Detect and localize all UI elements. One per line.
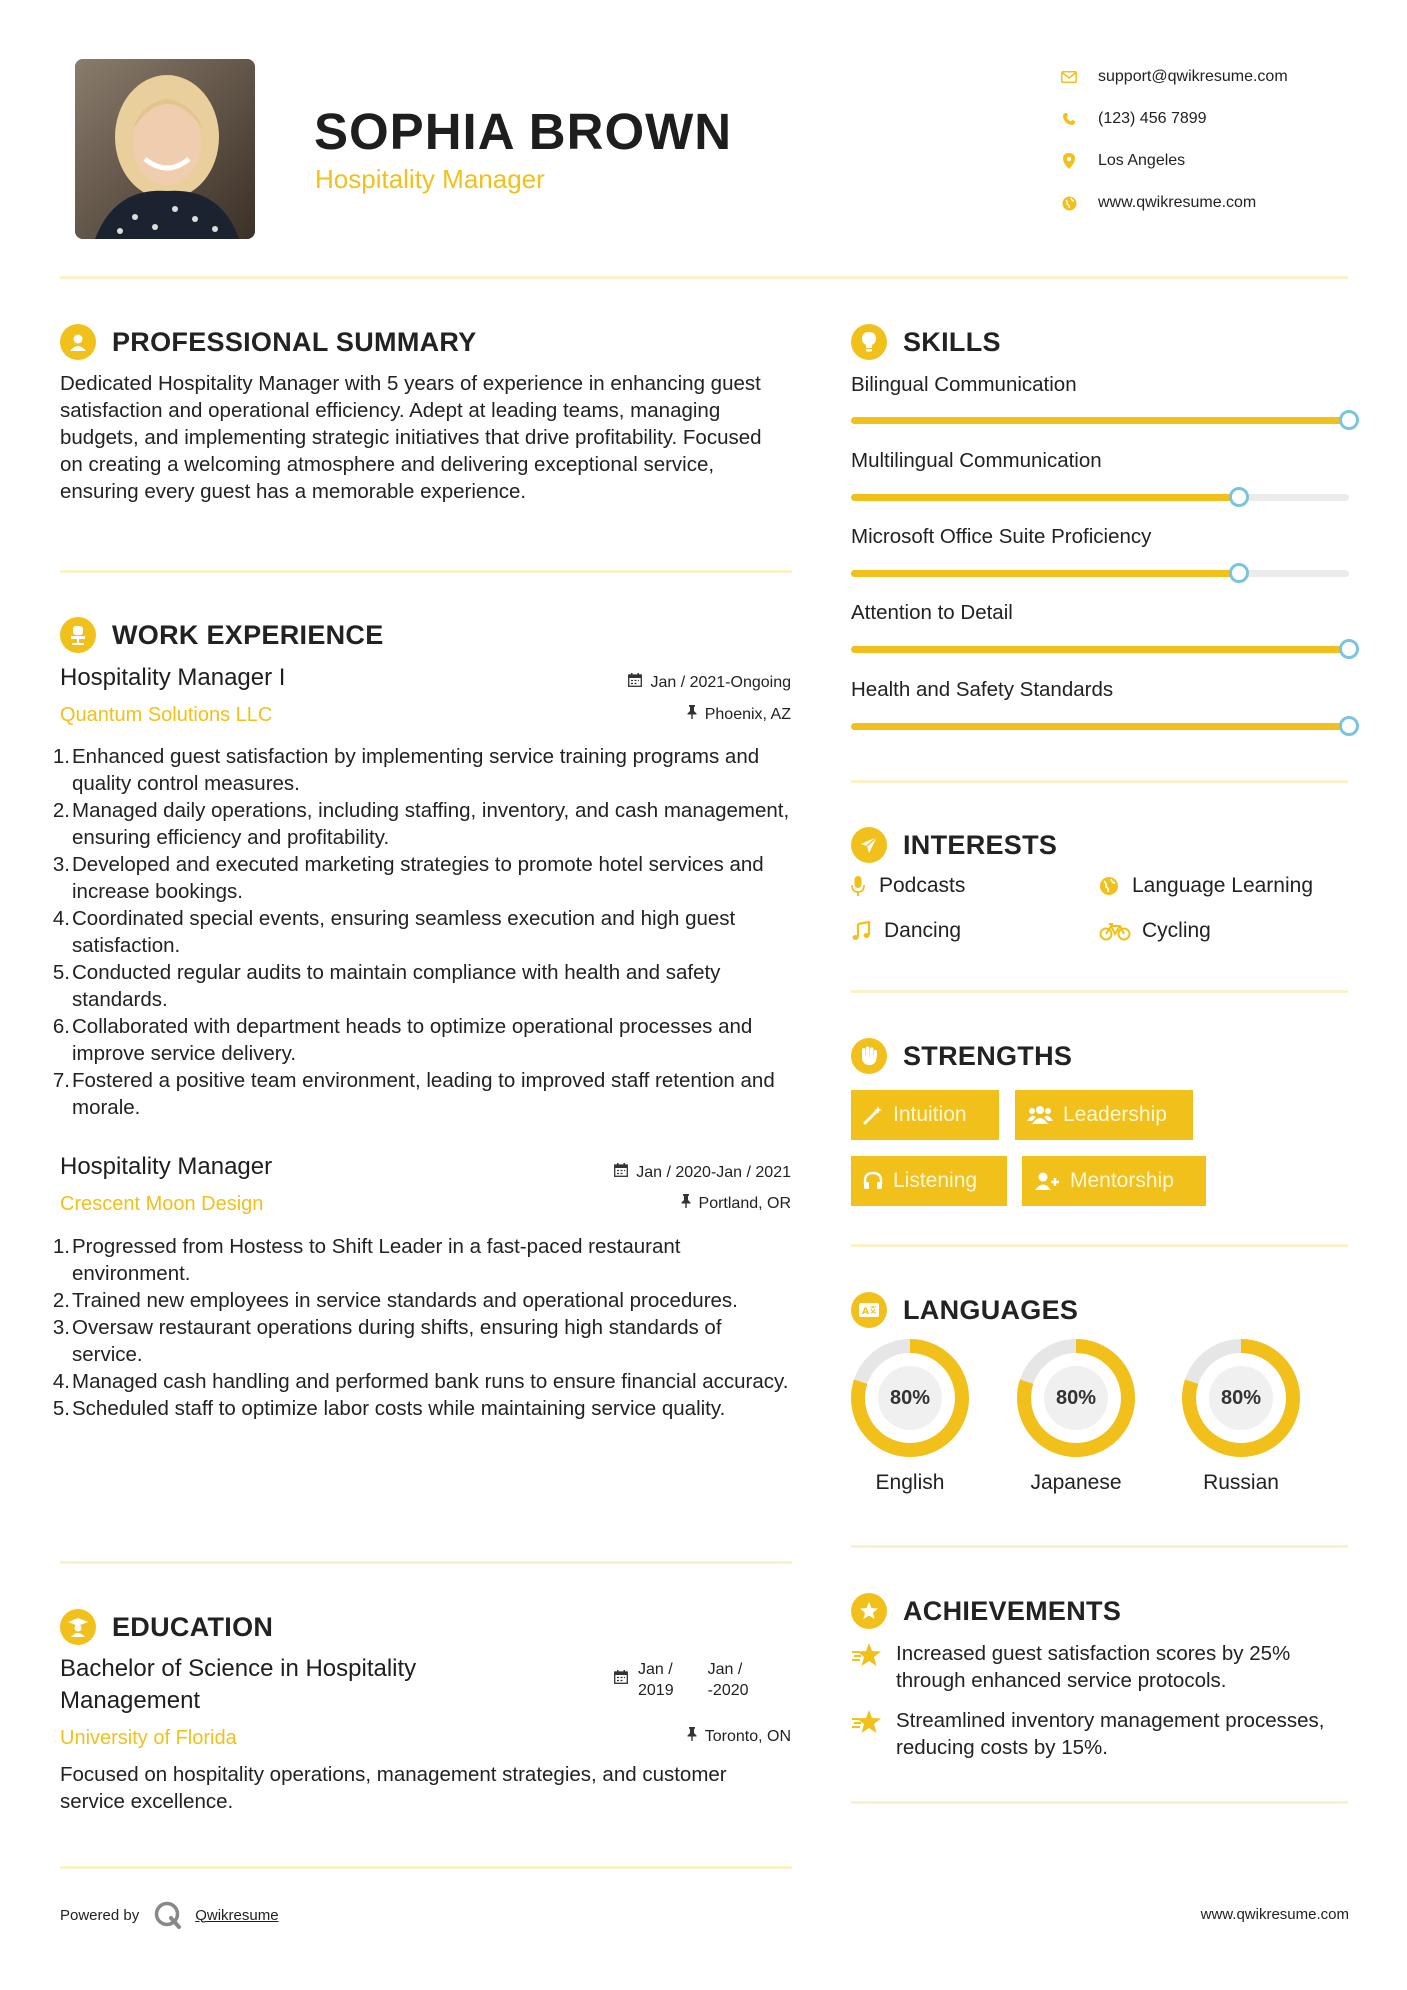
qwikresume-link[interactable]: Qwikresume: [195, 1906, 279, 1924]
skill-5-label: Health and Safety Standards: [851, 678, 1114, 701]
list-item: 5. Scheduled staff to optimize labor costs while maintaining service quality.: [52, 1397, 726, 1420]
education-divider: [60, 1866, 792, 1869]
skill-4-fill: [851, 646, 1349, 653]
headphones-icon: [863, 1171, 883, 1191]
user-icon: [60, 324, 96, 360]
skill-4-knob[interactable]: [1339, 639, 1359, 659]
japanese-label: Japanese: [1030, 1471, 1122, 1494]
calendar-icon: [614, 1163, 628, 1182]
contact-website[interactable]: www.qwikresume.com: [1050, 182, 1370, 224]
skill-5-bar: [851, 723, 1349, 730]
footer-website[interactable]: www.qwikresume.com: [1200, 1906, 1349, 1923]
strength-mentorship: Mentorship: [1022, 1156, 1206, 1206]
graduate-icon: [60, 1609, 96, 1645]
contact-email[interactable]: support@qwikresume.com: [1050, 56, 1370, 98]
magic-wand-icon: [863, 1105, 883, 1125]
skill-2-knob[interactable]: [1229, 487, 1249, 507]
interest-cycling: Cycling: [1099, 919, 1211, 943]
languages-divider: [851, 1545, 1348, 1548]
job-2-title: Hospitality Manager: [60, 1153, 273, 1180]
degree-line-2: Management: [60, 1687, 201, 1714]
list-item: 2. Managed daily operations, including staffing, inventory, and cash management, ensuring efficiency and profitability.: [52, 799, 790, 849]
list-item: 1. Progressed from Hostess to Shift Leader in a fast-paced restaurant environment.: [52, 1235, 681, 1285]
contact-block: [1050, 56, 1370, 224]
strength-intuition: Intuition: [851, 1090, 999, 1140]
calendar-icon: [628, 673, 642, 692]
star-badge-icon: [851, 1593, 887, 1629]
list-item: 7. Fostered a positive team environment, leading to improved staff retention and morale.: [52, 1069, 775, 1119]
job-2-location: Portland, OR: [500, 1194, 791, 1213]
globe-icon: [1099, 876, 1132, 896]
job-1-bullets: [52, 743, 792, 1121]
strength-listening: Listening: [851, 1156, 1007, 1206]
contact-phone[interactable]: (123) 456 7899: [1050, 98, 1370, 140]
job-2-bullets: [52, 1233, 792, 1422]
list-item: 6. Collaborated with department heads to optimize operational processes and improve service delivery.: [52, 1015, 753, 1065]
summary-heading: PROFESSIONAL SUMMARY: [60, 324, 477, 360]
interest-podcasts: Podcasts: [851, 874, 965, 898]
education-heading: EDUCATION: [60, 1609, 273, 1645]
summary-divider: [60, 570, 792, 573]
interest-language-learning: Language Learning: [1099, 874, 1313, 898]
english-percent: 80%: [889, 1386, 931, 1409]
skill-1-label: Bilingual Communication: [851, 373, 1077, 396]
language-russian: [1180, 1337, 1302, 1495]
summary-text: Dedicated Hospitality Manager with 5 years of experience in enhancing guest satisfaction and operational efficiency. Adept at leading teams, managing budgets, and implementing strategic initiatives that drive profitability. Focused on creating a welcoming atmosphere and delivering exceptional service, ensuring every guest has a memorable experience.: [60, 372, 762, 503]
job-2-company: Crescent Moon Design: [60, 1193, 264, 1215]
svg-text:A: A: [862, 1307, 869, 1317]
envelope-icon: [1050, 71, 1088, 83]
user-plus-icon: [1034, 1171, 1060, 1191]
english-label: English: [875, 1471, 945, 1494]
skill-4-bar: [851, 646, 1349, 653]
skill-2-label: Multilingual Communication: [851, 449, 1102, 472]
list-item: 4. Coordinated special events, ensuring seamless execution and high guest satisfaction.: [52, 907, 736, 957]
skill-3-label: Microsoft Office Suite Proficiency: [851, 525, 1152, 548]
lightbulb-icon: [851, 324, 887, 360]
job-1-location: Phoenix, AZ: [500, 705, 791, 724]
music-note-icon: [851, 921, 884, 941]
skill-1-knob[interactable]: [1339, 410, 1359, 430]
education-location: Toronto, ON: [500, 1727, 791, 1746]
language-english: [849, 1337, 971, 1495]
language-japanese: [1015, 1337, 1137, 1495]
job-2-date: Jan / 2020-Jan / 2021: [500, 1163, 791, 1182]
qwikresume-logo-icon: [153, 1900, 183, 1930]
skills-heading: SKILLS: [851, 324, 1001, 360]
job-1-date: Jan / 2021-Ongoing: [500, 673, 791, 692]
achievement-2: Streamlined inventory management processes, reducing costs by 15%.: [851, 1707, 1348, 1761]
achievements-divider: [851, 1801, 1348, 1804]
list-item: 5. Conducted regular audits to maintain compliance with health and safety standards.: [52, 961, 721, 1011]
list-item: 3. Oversaw restaurant operations during shifts, ensuring high standards of service.: [52, 1316, 722, 1366]
map-pin-icon: [1050, 153, 1088, 169]
strengths-heading: STRENGTHS: [851, 1038, 1072, 1074]
header-divider: [60, 276, 1348, 279]
candidate-title: Hospitality Manager: [315, 164, 545, 194]
list-item: 4. Managed cash handling and performed bank runs to ensure financial accuracy.: [52, 1370, 789, 1393]
pushpin-icon: [681, 1194, 691, 1213]
experience-divider: [60, 1561, 792, 1564]
skill-1-fill: [851, 417, 1349, 424]
strength-leadership: Leadership: [1015, 1090, 1193, 1140]
bicycle-icon: [1099, 921, 1142, 941]
languages-heading: A LANGUAGES: [851, 1292, 1078, 1328]
globe-icon: [1050, 196, 1088, 211]
interest-dancing: Dancing: [851, 919, 961, 943]
russian-percent: 80%: [1220, 1386, 1262, 1409]
russian-label: Russian: [1203, 1471, 1279, 1494]
achievement-1: Increased guest satisfaction scores by 25% through enhanced service protocols.: [851, 1640, 1348, 1694]
skill-3-fill: [851, 570, 1239, 577]
education-date: Jan / 2019 Jan / -2020: [614, 1659, 749, 1701]
experience-heading: WORK EXPERIENCE: [60, 617, 384, 653]
footer-powered-by: Powered by Qwikresume: [60, 1900, 279, 1930]
skill-4-label: Attention to Detail: [851, 601, 1013, 624]
skill-5-fill: [851, 723, 1349, 730]
pushpin-icon: [687, 705, 697, 724]
skill-2-bar: [851, 494, 1349, 501]
language-icon: [851, 1292, 887, 1328]
skill-1-bar: [851, 417, 1349, 424]
microphone-icon: [851, 875, 879, 897]
school-name: University of Florida: [60, 1727, 237, 1749]
skill-3-bar: [851, 570, 1349, 577]
star-fast-icon: [851, 1640, 896, 1694]
degree-line-1: Bachelor of Science in Hospitality: [60, 1655, 417, 1682]
skill-2-fill: [851, 494, 1239, 501]
contact-location: Los Angeles: [1050, 140, 1370, 182]
education-description: Focused on hospitality operations, management strategies, and customer service excellence.: [60, 1763, 727, 1813]
profile-photo: [75, 59, 255, 239]
star-fast-icon: [851, 1707, 896, 1761]
users-icon: [1027, 1105, 1053, 1125]
interests-divider: [851, 990, 1348, 993]
pushpin-icon: [687, 1727, 697, 1746]
list-item: 2. Trained new employees in service standards and operational procedures.: [52, 1289, 738, 1312]
phone-icon: [1050, 112, 1088, 126]
list-item: 3. Developed and executed marketing strategies to promote hotel services and increase bookings.: [52, 853, 764, 903]
list-item: 1. Enhanced guest satisfaction by implementing service training programs and quality control measures.: [52, 745, 760, 795]
raised-fist-icon: [851, 1038, 887, 1074]
job-1-company: Quantum Solutions LLC: [60, 704, 273, 726]
skills-divider: [851, 780, 1348, 783]
skill-3-knob[interactable]: [1229, 563, 1249, 583]
paper-plane-icon: [851, 827, 887, 863]
candidate-name: SOPHIA BROWN: [314, 103, 733, 160]
job-1-title: Hospitality Manager I: [60, 664, 286, 691]
achievements-heading: ACHIEVEMENTS: [851, 1593, 1121, 1629]
interests-heading: INTERESTS: [851, 827, 1057, 863]
strengths-divider: [851, 1244, 1348, 1247]
skill-5-knob[interactable]: [1339, 716, 1359, 736]
chair-icon: [60, 617, 96, 653]
japanese-percent: 80%: [1055, 1386, 1097, 1409]
calendar-icon: [614, 1670, 628, 1689]
